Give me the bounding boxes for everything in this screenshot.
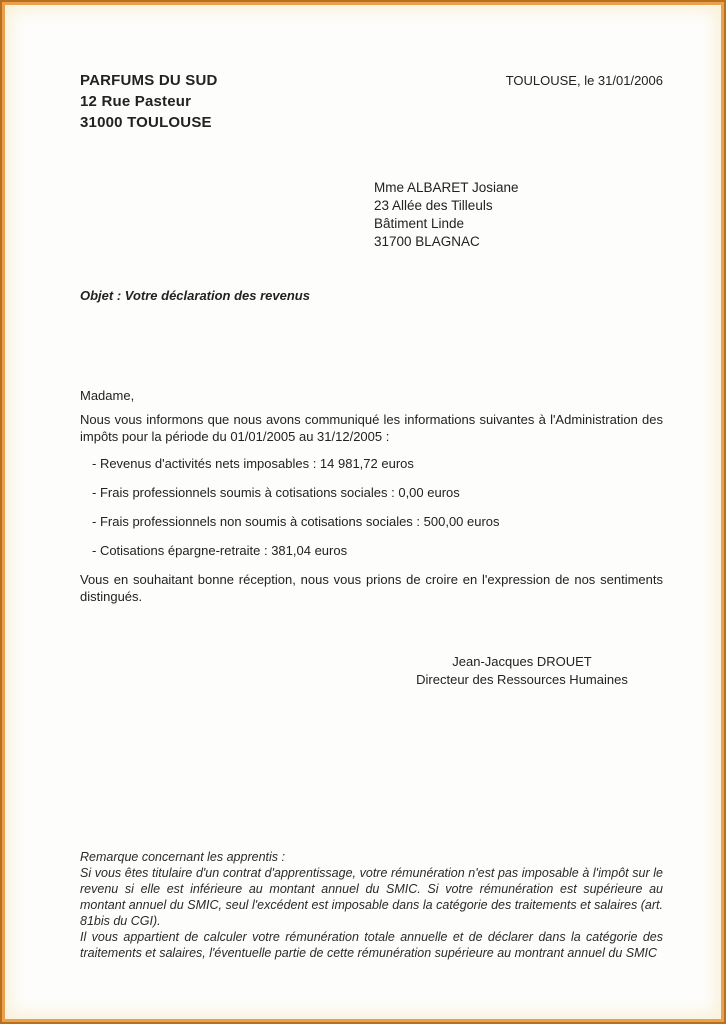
subject-line: Objet : Votre déclaration des revenus: [80, 288, 310, 303]
declaration-item-list: [80, 455, 663, 559]
intro-paragraph: Nous vous informons que nous avons communiqué les informations suivantes à l'Administration des impôts pour la période du 01/01/2005 au 31/12/2005 :: [80, 412, 663, 444]
letter-content: [80, 2, 663, 961]
remark-heading: Remarque concernant les apprentis :: [80, 850, 285, 864]
recipient-name: Mme ALBARET Josiane: [374, 180, 519, 195]
apprentice-remark: [80, 849, 663, 961]
recipient-building: Bâtiment Linde: [374, 216, 465, 231]
remark-paragraph: Il vous appartient de calculer votre rémunération totale annuelle et de déclarer dans la catégorie des traitements et salaires, l'éventuelle partie de cette rémunération supérieure au montrant annuel du SMIC: [80, 930, 663, 960]
letter-header: [80, 2, 663, 133]
sender-name: PARFUMS DU SUD: [80, 72, 218, 89]
sender-street: 12 Rue Pasteur: [80, 93, 192, 110]
list-item: - Revenus d'activités nets imposables : 14 981,72 euros: [92, 456, 414, 471]
sender-address-block: [80, 70, 218, 133]
signature-title: Directeur des Ressources Humaines: [416, 672, 628, 687]
list-item: - Cotisations épargne-retraite : 381,04 euros: [92, 543, 348, 558]
signature-block: [372, 653, 672, 689]
list-item: - Frais professionnels non soumis à cotisations sociales : 500,00 euros: [92, 514, 500, 529]
closing-paragraph: Vous en souhaitant bonne réception, nous vous prions de croire en l'expression de nos sentiments distingués.: [80, 572, 663, 604]
remark-paragraph: Si vous êtes titulaire d'un contrat d'apprentissage, votre rémunération n'est pas imposable à l'impôt sur le revenu si elle est inférieure au montant annuel du SMIC. Si votre rémunération est supérieure au montant annuel du SMIC, seul l'excédent est imposable dans la catégorie des traitements et salaires (art. 81bis du CGI).: [80, 866, 663, 928]
recipient-address-block: [374, 179, 663, 251]
dateline: TOULOUSE, le 31/01/2006: [505, 73, 663, 88]
recipient-city: 31700 BLAGNAC: [374, 234, 480, 249]
sender-city: 31000 TOULOUSE: [80, 114, 212, 131]
recipient-street: 23 Allée des Tilleuls: [374, 198, 493, 213]
list-item: - Frais professionnels soumis à cotisations sociales : 0,00 euros: [92, 485, 460, 500]
salutation: Madame,: [80, 388, 135, 403]
signature-name: Jean-Jacques DROUET: [452, 654, 592, 669]
